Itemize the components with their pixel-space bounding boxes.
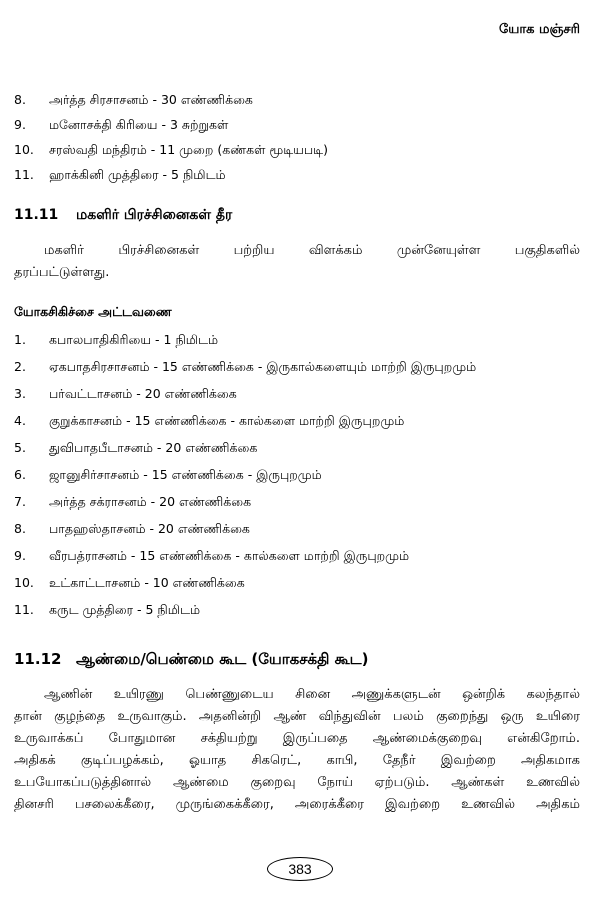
paragraph-line: தினசரி பசலைக்கீரை, முருங்கைக்கீரை, அரைக்கீரை இவற்றை உணவில் அதிகம் xyxy=(14,797,580,812)
section-title: ஆண்மை/பெண்மை கூட (யோகசக்தி கூட) xyxy=(76,650,369,668)
paragraph-line: உருவாக்கப் போதுமான சக்தியற்று இருப்பதை ஆண்மைக்குறைவு என்கிறோம். xyxy=(14,731,580,746)
list-item-text: பர்வட்டாசனம் - 20 எண்ணிக்கை xyxy=(49,386,237,401)
list-item-text: அர்த்த சக்ராசனம் - 20 எண்ணிக்கை xyxy=(49,494,252,509)
section-number: 11.11 xyxy=(14,207,59,223)
list-item-text: வீரபத்ராசனம் - 15 எண்ணிக்கை - கால்களை மாற்றி இருபுறமும் xyxy=(49,548,410,563)
list-item-number: 10. xyxy=(14,575,34,590)
list-item-text: ஜானுசிர்சாசனம் - 15 எண்ணிக்கை - இருபுறமும் xyxy=(49,467,322,482)
list-item-number: 3. xyxy=(14,386,26,401)
list-item-text: அர்த்த சிரசாசனம் - 30 எண்ணிக்கை xyxy=(49,92,253,107)
list-item-text: சரஸ்வதி மந்திரம் - 11 முறை (கண்கள் மூடியபடி) xyxy=(49,142,329,157)
list-item-number: 7. xyxy=(14,494,26,509)
list-item-text: கருட முத்திரை - 5 நிமிடம் xyxy=(49,602,201,617)
section-heading xyxy=(14,207,232,225)
page-number: 383 xyxy=(267,857,333,881)
list-item-number: 11. xyxy=(14,602,34,617)
list-item-number: 9. xyxy=(14,117,26,132)
list-item-number: 2. xyxy=(14,359,26,374)
list-item-number: 9. xyxy=(14,548,26,563)
table-subheading: யோகசிகிச்சை அட்டவணை xyxy=(14,304,172,319)
list-item-text: மனோசக்தி கிரியை - 3 சுற்றுகள் xyxy=(49,117,229,132)
running-head: யோக மஞ்சரி xyxy=(499,22,580,37)
list-item-number: 1. xyxy=(14,332,26,347)
list-item-text: குறுக்காசனம் - 15 எண்ணிக்கை - கால்களை மாற்றி இருபுறமும் xyxy=(49,413,405,428)
list-item-number: 6. xyxy=(14,467,26,482)
paragraph-line: தரப்பட்டுள்ளது. xyxy=(14,265,110,280)
list-item-number: 8. xyxy=(14,521,26,536)
section-paragraph xyxy=(14,684,580,816)
list-item-text: ஹாக்கினி முத்திரை - 5 நிமிடம் xyxy=(49,167,226,182)
list-item-number: 4. xyxy=(14,413,26,428)
list-item-number: 11. xyxy=(14,167,34,182)
section-heading xyxy=(14,650,368,670)
list-item-number: 5. xyxy=(14,440,26,455)
list-item-text: துவிபாதபீடாசனம் - 20 எண்ணிக்கை xyxy=(49,440,258,455)
list-item-number: 10. xyxy=(14,142,34,157)
list-item-text: கபாலபாதிகிரியை - 1 நிமிடம் xyxy=(49,332,219,347)
paragraph-line: அதிகக் குடிப்பழக்கம், ஓயாத சிகரெட், காபி, தேநீர் இவற்றை அதிகமாக xyxy=(14,753,580,768)
list-item-text: உட்காட்டாசனம் - 10 எண்ணிக்கை xyxy=(49,575,245,590)
paragraph-line: ஆணின் உயிரணு பெண்ணுடைய சினை அணுக்களுடன் ஒன்றிக் கலந்தால் xyxy=(44,687,580,702)
list-item-number: 8. xyxy=(14,92,26,107)
paragraph-line: மகளிர் பிரச்சினைகள் பற்றிய விளக்கம் முன்னேயுள்ள பகுதிகளில் xyxy=(44,243,580,258)
section-paragraph xyxy=(14,240,580,284)
paragraph-line: உபயோகப்படுத்தினால் ஆண்மை குறைவு நோய் ஏற்படும். ஆண்கள் உணவில் xyxy=(14,775,580,790)
section-title: மகளிர் பிரச்சினைகள் தீர xyxy=(76,207,233,223)
paragraph-line: தான் குழந்தை உருவாகும். அதனின்றி ஆண் விந்துவின் பலம் குறைந்து ஒரு உயிரை xyxy=(14,709,580,724)
list-item-text: பாதஹஸ்தாசனம் - 20 எண்ணிக்கை xyxy=(49,521,250,536)
list-item-text: ஏகபாதசிரசாசனம் - 15 எண்ணிக்கை - இருகால்களையும் மாற்றி இருபுறமும் xyxy=(49,359,477,374)
section-number: 11.12 xyxy=(14,650,62,668)
